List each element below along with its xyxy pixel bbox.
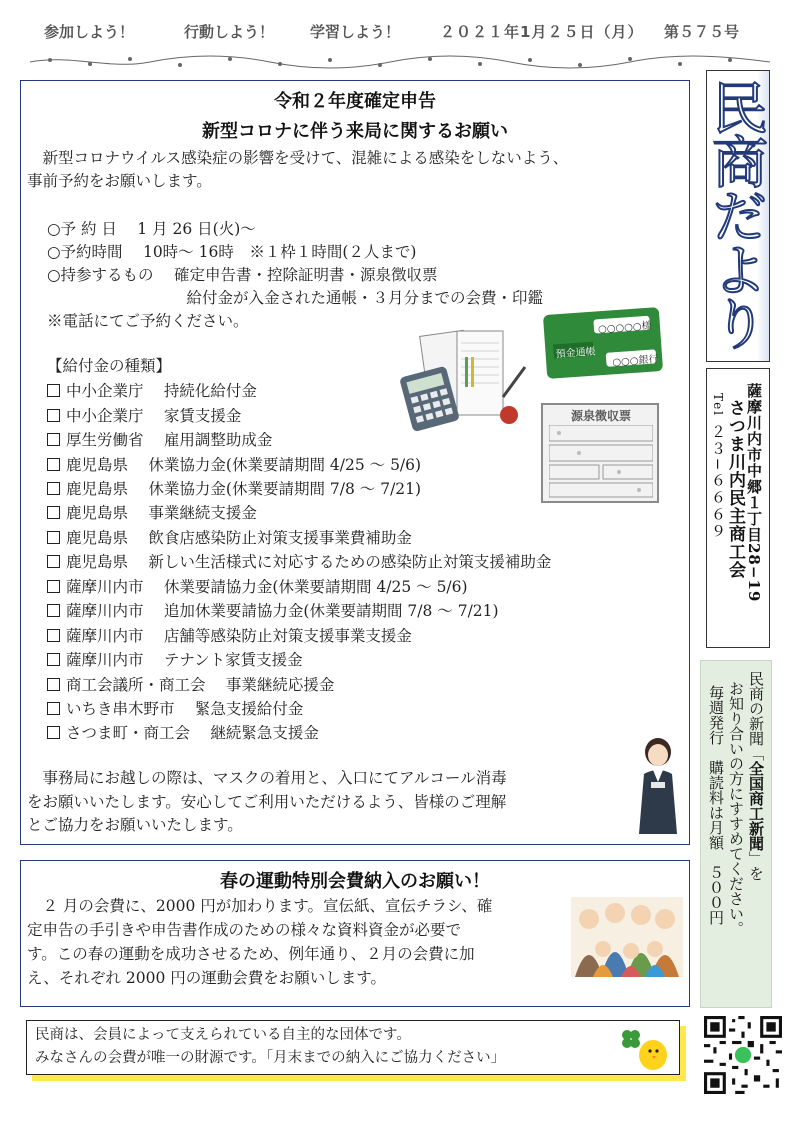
benefit-item: 中小企業庁 家賃支援金 (47, 404, 241, 426)
checkbox[interactable] (47, 433, 60, 446)
tax-filing-notice (20, 80, 690, 845)
benefit-item: さつま町・商工会 継続緊急支援金 (47, 721, 319, 743)
checkbox[interactable] (47, 409, 60, 422)
staff-woman-illustration (629, 736, 687, 836)
address-box (706, 368, 770, 648)
newspaper-promo (700, 660, 772, 1008)
vine-divider (30, 52, 770, 72)
slogan-join: 参加しよう！ (44, 23, 135, 41)
promo-line: 民商の新聞「全国商工新聞」を (747, 671, 765, 881)
benefits-heading: 【給付金の種類】 (47, 357, 172, 375)
intro-text: 新型コロナウイルス感染症の影響を受けて、混雑による感染をしないよう、 (27, 149, 569, 167)
phone-note: ※電話にてご予約ください。 (47, 312, 249, 330)
benefit-item: 鹿児島県 休業協力金(休業要請期間 4/25 ～ 5/6) (47, 453, 421, 475)
notice-title: 令和２年度確定申告 (274, 91, 436, 112)
benefit-item: 厚生労働省 雇用調整助成金 (47, 428, 272, 450)
checkbox[interactable] (47, 726, 60, 739)
header (36, 18, 756, 48)
fee-notice-text: みなさんの会費が唯一の財源です。「月末までの納入にご協力ください」 (35, 1050, 506, 1066)
issue-date: ２０２１年1月２５日（月） (440, 23, 644, 41)
spring-text: 定申告の手引きや申告書作成のための様々な資料資金が必要で (27, 921, 462, 939)
closing-text: をお願いいたします。安心してご利用いただけるよう、皆様のご理解 (27, 793, 507, 811)
checkbox[interactable] (47, 531, 60, 544)
benefit-item: 商工会議所・商工会 事業継続応援金 (47, 673, 334, 695)
newspaper-name: 全国商工新聞 (747, 761, 765, 851)
tel-label: Tel (711, 393, 725, 418)
checkbox[interactable] (47, 384, 60, 397)
benefit-item: 鹿児島県 休業協力金(休業要請期間 7/8 ～ 7/21) (47, 477, 421, 499)
spring-title: 春の運動特別会費納入のお願い！ (220, 871, 490, 892)
passbook-illustration: ○○○○○様 預金通帳 ○○○銀行 (541, 305, 665, 381)
calculator-forms-illustration (399, 327, 531, 437)
checkbox[interactable] (47, 653, 60, 666)
slogan-act: 行動しよう！ (184, 23, 275, 41)
benefit-item: 中小企業庁 持続化給付金 (47, 379, 257, 401)
checkbox[interactable] (47, 580, 60, 593)
benefit-item: 鹿児島県 事業継続支援金 (47, 501, 257, 523)
closing-text: とご協力をお願いいたします。 (27, 816, 243, 834)
notice-subtitle: 新型コロナに伴う来局に関するお願い (202, 121, 508, 142)
checkbox[interactable] (47, 678, 60, 691)
spring-text: す。この春の運動を成功させるため、例年通り、２月の会費に加 (27, 945, 475, 963)
benefit-item: 薩摩川内市 追加休業要請協力金(休業要請期間 7/8 ～ 7/21) (47, 599, 499, 621)
org-name: さつま川内民主商工会 (725, 399, 745, 579)
tax-slip-title: 源泉徴収票 (571, 409, 632, 423)
benefit-item: 薩摩川内市 休業要請協力金(休業要請期間 4/25 ～ 5/6) (47, 575, 468, 597)
checkbox[interactable] (47, 629, 60, 642)
schedule-items: ○持参するもの 確定申告書・控除証明書・源泉徴収票 (47, 266, 438, 284)
checkbox[interactable] (47, 506, 60, 519)
checkbox[interactable] (47, 702, 60, 715)
checkbox[interactable] (47, 604, 60, 617)
benefit-item: 薩摩川内市 テナント家賃支援金 (47, 648, 303, 670)
promo-line: お知り合いの方にすすめてください。 (727, 681, 745, 936)
issue-number: 第５７５号 (664, 23, 740, 41)
tax-slip-grid (549, 425, 653, 499)
schedule-time: ○予約時間 10時～ 16時 ※１枠１時間(２人まで) (47, 243, 417, 261)
tel-number: ２３−６６６９ (709, 423, 727, 541)
family-illustration (571, 897, 683, 977)
spring-campaign-notice (20, 860, 690, 1007)
schedule-date: ○予 約 日 1 月 26 日(火)～ (47, 220, 256, 238)
passbook-label: 預金通帳 (555, 346, 596, 361)
fee-notice-text: 民商は、会員によって支えられている自主的な団体です。 (35, 1027, 411, 1043)
masthead (703, 70, 770, 362)
chick-clover-icon (617, 1025, 675, 1073)
checkbox[interactable] (47, 482, 60, 495)
benefit-item: 鹿児島県 飲食店感染防止対策支援事業費補助金 (47, 526, 412, 548)
checkbox[interactable] (47, 458, 60, 471)
masthead-title: 民商だより (703, 79, 768, 349)
qr-code[interactable] (704, 1016, 782, 1094)
closing-text: 事務局にお越しの際は、マスクの着用と、入口にてアルコール消毒 (27, 769, 507, 787)
membership-fee-notice (26, 1020, 680, 1075)
benefit-item: いちき串木野市 緊急支援給付金 (47, 697, 303, 719)
spring-text: ２ 月の会費に、2000 円が加わります。宣伝紙、宣伝チラシ、確 (27, 897, 493, 915)
org-address: 薩摩川内市中郷１丁目28−19 (745, 383, 763, 603)
promo-line: 毎週発行 購読料は月額 ５００円 (707, 685, 725, 925)
spring-text: え、それぞれ 2000 円の運動会費をお願いします。 (27, 969, 386, 987)
benefit-item: 薩摩川内市 店舗等感染防止対策支援事業支援金 (47, 624, 412, 646)
org-phone (708, 393, 729, 540)
benefit-item: 鹿児島県 新しい生活様式に対応するための感染防止対策支援補助金 (47, 550, 551, 572)
schedule-items-cont: 給付金が入金された通帳・３月分までの会費・印鑑 (47, 289, 544, 307)
tax-slip-illustration (541, 403, 659, 503)
checkbox[interactable] (47, 555, 60, 568)
slogan-learn: 学習しよう！ (310, 23, 401, 41)
intro-text: 事前予約をお願いします。 (27, 172, 212, 190)
